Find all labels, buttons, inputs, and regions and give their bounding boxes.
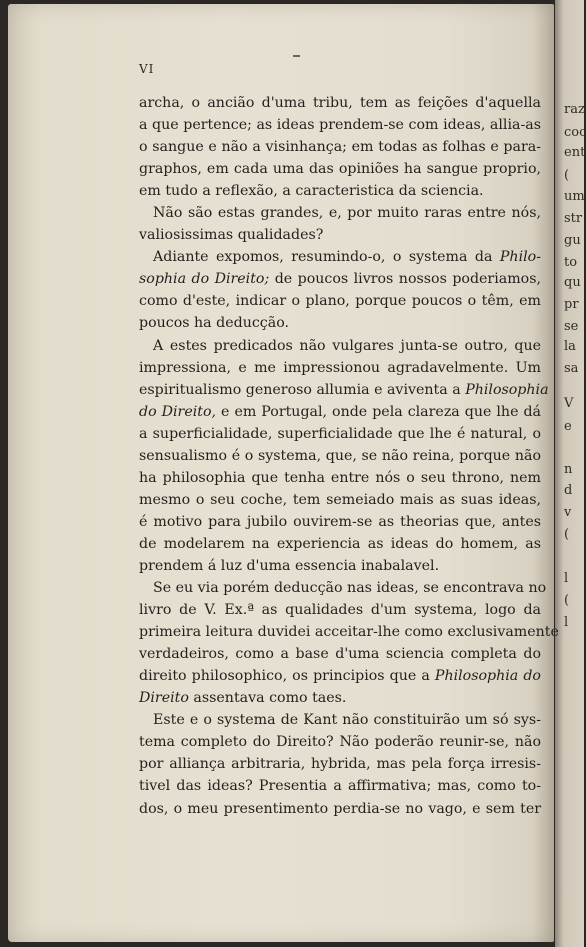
- text-line: [139, 290, 541, 312]
- text-run: prendem á luz d'uma essencia inabalavel.: [139, 557, 440, 574]
- text-line: [139, 511, 541, 533]
- text-run: e em Portugal, onde pela clareza que lhe dá: [216, 403, 542, 420]
- adjacent-page-fragment: (: [564, 527, 570, 542]
- text-line: [139, 643, 541, 665]
- text-run: é motivo para jubilo ouvirem-se as theorias que, antes: [139, 513, 541, 530]
- text-line: [139, 268, 541, 290]
- adjacent-page-fragment: se: [564, 319, 579, 334]
- text-line: [139, 577, 547, 599]
- text-line: [139, 599, 541, 621]
- text-run: A estes predicados não vulgares junta-se outro, que: [153, 337, 541, 354]
- text-line: [139, 92, 541, 114]
- text-line: [139, 533, 541, 555]
- text-run: impressiona, e me impressionou agradavelmente. Um: [139, 359, 541, 376]
- text-run: Se eu via porém deducção nas ideas, se encontrava no: [153, 580, 547, 597]
- text-line: [139, 445, 541, 467]
- text-run: dos, o meu presentimento perdia-se no vago, e sem ter: [139, 800, 541, 817]
- text-line: [139, 357, 541, 379]
- text-line: [139, 114, 541, 136]
- text-line: [139, 709, 541, 731]
- italic-title: Philo-: [499, 249, 541, 266]
- text-run: Adiante expomos, resumindo-o, o systema da: [153, 249, 500, 266]
- text-run: assentava como taes.: [188, 690, 347, 707]
- italic-title: Philosophia: [465, 381, 549, 398]
- text-run: sensualismo é o systema, que, se não reina, porque não: [139, 447, 541, 464]
- adjacent-page-fragment: coc: [564, 125, 586, 140]
- text-line: [139, 312, 541, 334]
- text-line: [139, 665, 541, 687]
- adjacent-page-fragment: raz: [564, 102, 585, 117]
- adjacent-page-fragment: to: [564, 255, 578, 270]
- text-run: espiritualismo generoso allumia e aviventa a: [139, 381, 466, 398]
- text-run: valiosissimas qualidades?: [139, 227, 324, 244]
- adjacent-page-fragment: ent: [564, 145, 586, 160]
- italic-title: Philosophia do: [434, 668, 541, 685]
- adjacent-page-fragment: d: [564, 483, 573, 498]
- text-run: Este e o systema de Kant não constituirão um só sys-: [153, 712, 541, 729]
- text-run: de modelarem na experiencia as ideas do homem, as: [139, 535, 541, 552]
- italic-title: do Direito,: [139, 403, 217, 420]
- adjacent-page-fragment: str: [564, 211, 583, 226]
- text-line: [139, 489, 541, 511]
- text-line: [139, 467, 541, 489]
- text-run: de poucos livros nossos poderiamos,: [269, 271, 541, 288]
- italic-title: sophia do Direito;: [139, 271, 270, 288]
- text-line: [139, 555, 541, 577]
- adjacent-page-fragment: V: [564, 396, 574, 411]
- adjacent-page-fragment: n: [564, 462, 573, 477]
- text-line: [139, 379, 549, 401]
- text-run: por alliança arbitraria, hybrida, mas pela força irresis-: [139, 756, 541, 773]
- text-line: [139, 687, 541, 709]
- text-line: [139, 136, 541, 158]
- text-run: graphos, em cada uma das opiniões ha sangue proprio,: [139, 161, 541, 178]
- text-line: [139, 401, 541, 423]
- text-line: [139, 621, 559, 643]
- adjacent-page-fragment: l: [564, 615, 569, 630]
- text-line: [139, 335, 541, 357]
- adjacent-page-fragment: e: [564, 419, 572, 434]
- adjacent-page-fragment: la: [564, 339, 576, 354]
- text-run: como d'este, indicar o plano, porque poucos o têm, em: [139, 293, 541, 310]
- text-run: primeira leitura duvidei acceitar-lhe como exclusivamente: [139, 624, 559, 641]
- ink-mark: [293, 55, 300, 57]
- text-line: [139, 753, 541, 775]
- adjacent-page-fragment: (: [564, 168, 570, 183]
- text-run: o sangue e não a visinhança; em todas as folhas e para-: [139, 139, 541, 156]
- body-text: [139, 92, 559, 820]
- text-run: poucos ha deducção.: [139, 315, 289, 332]
- adjacent-page-fragment: l: [564, 571, 569, 586]
- text-line: [139, 158, 541, 180]
- text-line: [139, 731, 541, 753]
- text-run: a que pertence; as ideas prendem-se com ideas, allia-as: [139, 117, 541, 134]
- text-run: verdadeiros, como a base d'uma sciencia completa do: [139, 646, 541, 663]
- text-line: [139, 775, 541, 797]
- text-line: [139, 423, 541, 445]
- adjacent-page-fragment: sa: [564, 361, 579, 376]
- text-run: livro de V. Ex.ª as qualidades d'um systema, logo da: [139, 602, 541, 619]
- adjacent-page-fragment: pr: [564, 297, 579, 312]
- text-run: tema completo do Direito? Não poderão reunir-se, não: [139, 734, 541, 751]
- text-run: em tudo a reflexão, a caracteristica da sciencia.: [139, 183, 484, 200]
- text-line: [139, 798, 541, 820]
- text-line: [139, 180, 541, 202]
- adjacent-page-edge: [555, 0, 584, 947]
- text-run: mesmo o seu coche, tem semeiado mais as suas ideas,: [139, 491, 541, 508]
- text-run: archa, o ancião d'uma tribu, tem as feições d'aquella: [139, 95, 541, 111]
- text-run: Não são estas grandes, e, por muito raras entre nós,: [153, 205, 541, 222]
- adjacent-page-fragment: gu: [564, 233, 581, 248]
- text-line: [139, 246, 541, 268]
- text-line: [139, 202, 541, 224]
- italic-title: Direito: [139, 690, 189, 707]
- text-line: [139, 224, 541, 246]
- adjacent-page-fragment: (: [564, 593, 570, 608]
- adjacent-page-fragment: v: [564, 505, 572, 520]
- adjacent-page-fragment: qu: [564, 275, 581, 290]
- text-run: tivel das ideas? Presentia a affirmativa; mas, como to-: [139, 778, 541, 795]
- page-number: VI: [139, 62, 155, 76]
- text-run: a superficialidade, superficialidade que lhe é natural, o: [139, 425, 541, 442]
- adjacent-page-fragment: um: [564, 189, 585, 204]
- text-run: direito philosophico, os principios que a: [139, 668, 435, 685]
- text-run: ha philosophia que tenha entre nós o seu throno, nem: [139, 469, 541, 486]
